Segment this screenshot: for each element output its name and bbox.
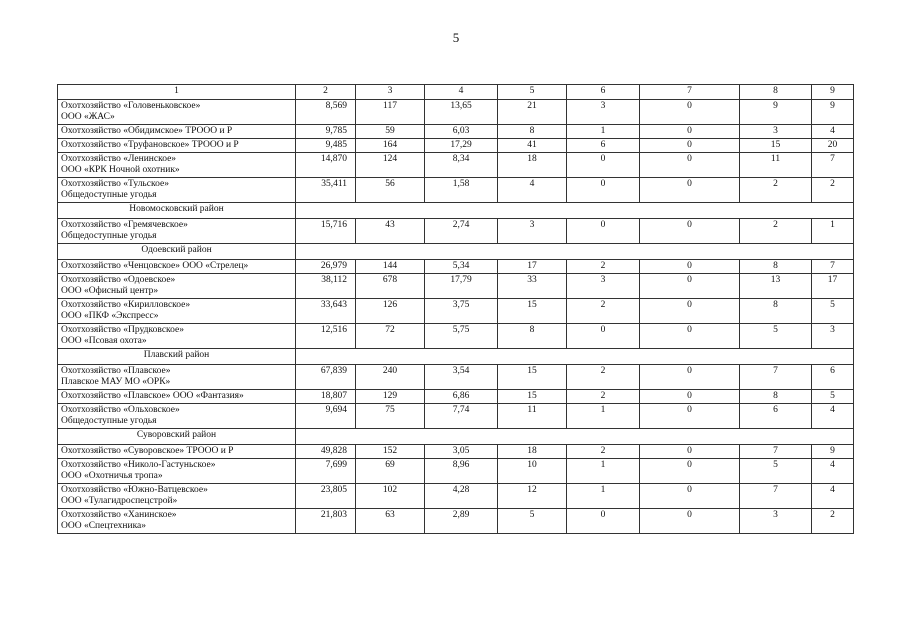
cell-col-4: 4,28	[425, 484, 498, 509]
region-filler	[296, 244, 854, 260]
column-header: 3	[356, 85, 425, 100]
name-line: Общедоступные угодья	[61, 190, 157, 200]
cell-col-6: 1	[567, 484, 640, 509]
cell-col-2: 67,839	[296, 365, 356, 390]
cell-col-6: 1	[567, 125, 640, 139]
hunting-ground-name	[58, 365, 296, 390]
table-row	[58, 324, 854, 349]
cell-col-5: 15	[498, 390, 567, 404]
column-header: 4	[425, 85, 498, 100]
cell-col-3: 164	[356, 139, 425, 153]
region-filler	[296, 349, 854, 365]
cell-col-4: 17,29	[425, 139, 498, 153]
cell-col-3: 69	[356, 459, 425, 484]
cell-col-7: 0	[640, 365, 740, 390]
cell-col-9: 20	[812, 139, 854, 153]
cell-col-2: 14,870	[296, 153, 356, 178]
region-name: Новомосковский район	[58, 203, 296, 219]
cell-col-6: 0	[567, 219, 640, 244]
table-row	[58, 404, 854, 429]
cell-col-2: 8,569	[296, 100, 356, 125]
cell-col-7: 0	[640, 219, 740, 244]
cell-col-8: 7	[740, 484, 812, 509]
name-line: Охотхозяйство «Прудковское»	[61, 325, 184, 335]
cell-col-6: 2	[567, 445, 640, 459]
table-row	[58, 299, 854, 324]
name-line: ООО «Спецтехника»	[61, 521, 147, 531]
cell-col-7: 0	[640, 404, 740, 429]
hunting-ground-name	[58, 260, 296, 274]
name-line: Охотхозяйство «Ханинское»	[61, 510, 177, 520]
cell-col-6: 3	[567, 100, 640, 125]
name-line: Охотхозяйство «Южно-Ватцевское»	[61, 485, 208, 495]
cell-col-4: 6,03	[425, 125, 498, 139]
cell-col-2: 21,803	[296, 509, 356, 534]
header-row	[58, 85, 854, 100]
table-row	[58, 365, 854, 390]
region-name: Суворовский район	[58, 429, 296, 445]
hunting-ground-name	[58, 125, 296, 139]
cell-col-3: 75	[356, 404, 425, 429]
cell-col-9: 6	[812, 365, 854, 390]
cell-col-6: 1	[567, 459, 640, 484]
cell-col-6: 6	[567, 139, 640, 153]
cell-col-9: 2	[812, 509, 854, 534]
cell-col-7: 0	[640, 260, 740, 274]
hunting-ground-name	[58, 404, 296, 429]
cell-col-5: 5	[498, 509, 567, 534]
cell-col-6: 2	[567, 299, 640, 324]
cell-col-9: 3	[812, 324, 854, 349]
cell-col-7: 0	[640, 459, 740, 484]
cell-col-5: 8	[498, 324, 567, 349]
name-line: Охотхозяйство «Плавское» ООО «Фантазия»	[61, 391, 244, 401]
cell-col-5: 12	[498, 484, 567, 509]
hunting-ground-name	[58, 178, 296, 203]
cell-col-5: 15	[498, 365, 567, 390]
cell-col-4: 5,34	[425, 260, 498, 274]
cell-col-7: 0	[640, 178, 740, 203]
table-row	[58, 260, 854, 274]
cell-col-4: 8,96	[425, 459, 498, 484]
hunting-ground-name	[58, 299, 296, 324]
cell-col-8: 9	[740, 100, 812, 125]
cell-col-2: 12,516	[296, 324, 356, 349]
cell-col-9: 7	[812, 153, 854, 178]
cell-col-9: 9	[812, 445, 854, 459]
cell-col-7: 0	[640, 324, 740, 349]
hunting-ground-name	[58, 509, 296, 534]
region-filler	[296, 429, 854, 445]
cell-col-9: 5	[812, 390, 854, 404]
region-row	[58, 244, 854, 260]
cell-col-3: 102	[356, 484, 425, 509]
cell-col-4: 2,89	[425, 509, 498, 534]
cell-col-5: 18	[498, 445, 567, 459]
cell-col-3: 124	[356, 153, 425, 178]
cell-col-4: 3,05	[425, 445, 498, 459]
name-line: Плавское МАУ МО «ОРК»	[61, 377, 171, 387]
cell-col-6: 2	[567, 260, 640, 274]
cell-col-8: 8	[740, 299, 812, 324]
cell-col-8: 8	[740, 390, 812, 404]
table-row	[58, 125, 854, 139]
region-name: Плавский район	[58, 349, 296, 365]
hunting-grounds-table	[57, 84, 854, 534]
cell-col-7: 0	[640, 509, 740, 534]
cell-col-4: 13,65	[425, 100, 498, 125]
cell-col-9: 9	[812, 100, 854, 125]
name-line: ООО «ЖАС»	[61, 112, 115, 122]
cell-col-8: 11	[740, 153, 812, 178]
cell-col-6: 0	[567, 509, 640, 534]
cell-col-4: 3,54	[425, 365, 498, 390]
cell-col-2: 33,643	[296, 299, 356, 324]
cell-col-5: 10	[498, 459, 567, 484]
table-row	[58, 274, 854, 299]
cell-col-8: 2	[740, 219, 812, 244]
cell-col-4: 8,34	[425, 153, 498, 178]
cell-col-8: 15	[740, 139, 812, 153]
cell-col-2: 18,807	[296, 390, 356, 404]
cell-col-6: 0	[567, 178, 640, 203]
hunting-ground-name	[58, 219, 296, 244]
cell-col-5: 21	[498, 100, 567, 125]
cell-col-7: 0	[640, 125, 740, 139]
name-line: Охотхозяйство «Обидимское» ТРООО и Р	[61, 126, 233, 136]
cell-col-7: 0	[640, 139, 740, 153]
table-row	[58, 390, 854, 404]
name-line: ООО «Псовая охота»	[61, 336, 147, 346]
cell-col-8: 7	[740, 365, 812, 390]
cell-col-2: 9,785	[296, 125, 356, 139]
name-line: Охотхозяйство «Ченцовское» ООО «Стрелец»	[61, 261, 249, 271]
cell-col-9: 4	[812, 125, 854, 139]
page-number: 5	[452, 30, 460, 45]
cell-col-7: 0	[640, 445, 740, 459]
name-line: Охотхозяйство «Труфановское» ТРООО и Р	[61, 140, 239, 150]
cell-col-3: 152	[356, 445, 425, 459]
cell-col-2: 9,694	[296, 404, 356, 429]
table-row	[58, 459, 854, 484]
cell-col-9: 17	[812, 274, 854, 299]
table-row	[58, 509, 854, 534]
cell-col-9: 4	[812, 404, 854, 429]
cell-col-7: 0	[640, 153, 740, 178]
name-line: Охотхозяйство «Головеньковское»	[61, 101, 201, 111]
cell-col-2: 26,979	[296, 260, 356, 274]
column-header: 8	[740, 85, 812, 100]
cell-col-8: 5	[740, 459, 812, 484]
name-line: ООО «Офисный центр»	[61, 286, 159, 296]
cell-col-6: 2	[567, 390, 640, 404]
cell-col-9: 4	[812, 459, 854, 484]
table-row	[58, 139, 854, 153]
cell-col-4: 1,58	[425, 178, 498, 203]
name-line: Охотхозяйство «Ольховское»	[61, 405, 180, 415]
cell-col-6: 3	[567, 274, 640, 299]
hunting-ground-name	[58, 139, 296, 153]
cell-col-3: 240	[356, 365, 425, 390]
name-line: ООО «ПКФ «Экспресс»	[61, 311, 159, 321]
column-header: 6	[567, 85, 640, 100]
cell-col-5: 15	[498, 299, 567, 324]
name-line: ООО «Охотничья тропа»	[61, 471, 163, 481]
cell-col-3: 117	[356, 100, 425, 125]
cell-col-5: 18	[498, 153, 567, 178]
cell-col-6: 0	[567, 324, 640, 349]
cell-col-2: 38,112	[296, 274, 356, 299]
hunting-ground-name	[58, 390, 296, 404]
cell-col-5: 33	[498, 274, 567, 299]
table-row	[58, 100, 854, 125]
cell-col-2: 15,716	[296, 219, 356, 244]
cell-col-4: 17,79	[425, 274, 498, 299]
name-line: Охотхозяйство «Гремячевское»	[61, 220, 188, 230]
hunting-ground-name	[58, 274, 296, 299]
cell-col-2: 7,699	[296, 459, 356, 484]
hunting-ground-name	[58, 324, 296, 349]
region-name: Одоевский район	[58, 244, 296, 260]
cell-col-5: 17	[498, 260, 567, 274]
cell-col-8: 5	[740, 324, 812, 349]
cell-col-8: 8	[740, 260, 812, 274]
region-row	[58, 203, 854, 219]
cell-col-5: 3	[498, 219, 567, 244]
table-row	[58, 178, 854, 203]
column-header: 1	[58, 85, 296, 100]
name-line: Охотхозяйство «Кирилловское»	[61, 300, 191, 310]
cell-col-2: 9,485	[296, 139, 356, 153]
cell-col-9: 7	[812, 260, 854, 274]
cell-col-5: 8	[498, 125, 567, 139]
cell-col-3: 72	[356, 324, 425, 349]
cell-col-7: 0	[640, 100, 740, 125]
name-line: Общедоступные угодья	[61, 416, 157, 426]
column-header: 5	[498, 85, 567, 100]
cell-col-3: 144	[356, 260, 425, 274]
cell-col-6: 1	[567, 404, 640, 429]
cell-col-8: 2	[740, 178, 812, 203]
cell-col-2: 35,411	[296, 178, 356, 203]
column-header: 7	[640, 85, 740, 100]
table-row	[58, 153, 854, 178]
cell-col-8: 6	[740, 404, 812, 429]
cell-col-8: 7	[740, 445, 812, 459]
name-line: ООО «Тулагидроспецстрой»	[61, 496, 178, 506]
hunting-ground-name	[58, 445, 296, 459]
cell-col-8: 3	[740, 125, 812, 139]
cell-col-9: 2	[812, 178, 854, 203]
cell-col-3: 56	[356, 178, 425, 203]
name-line: Охотхозяйство «Николо-Гастуньское»	[61, 460, 216, 470]
cell-col-7: 0	[640, 484, 740, 509]
table-row	[58, 445, 854, 459]
name-line: Охотхозяйство «Ленинское»	[61, 154, 177, 164]
cell-col-9: 5	[812, 299, 854, 324]
cell-col-3: 59	[356, 125, 425, 139]
cell-col-3: 129	[356, 390, 425, 404]
cell-col-4: 3,75	[425, 299, 498, 324]
cell-col-3: 126	[356, 299, 425, 324]
name-line: Охотхозяйство «Плавское»	[61, 366, 171, 376]
cell-col-9: 1	[812, 219, 854, 244]
cell-col-8: 13	[740, 274, 812, 299]
region-filler	[296, 203, 854, 219]
cell-col-5: 4	[498, 178, 567, 203]
cell-col-5: 11	[498, 404, 567, 429]
cell-col-4: 5,75	[425, 324, 498, 349]
cell-col-4: 2,74	[425, 219, 498, 244]
cell-col-4: 6,86	[425, 390, 498, 404]
name-line: ООО «КРК Ночной охотник»	[61, 165, 180, 175]
hunting-ground-name	[58, 459, 296, 484]
hunting-ground-name	[58, 100, 296, 125]
cell-col-2: 23,805	[296, 484, 356, 509]
column-header: 9	[812, 85, 854, 100]
cell-col-5: 41	[498, 139, 567, 153]
cell-col-8: 3	[740, 509, 812, 534]
column-header: 2	[296, 85, 356, 100]
cell-col-6: 0	[567, 153, 640, 178]
cell-col-3: 63	[356, 509, 425, 534]
cell-col-3: 678	[356, 274, 425, 299]
table-row	[58, 219, 854, 244]
cell-col-4: 7,74	[425, 404, 498, 429]
region-row	[58, 429, 854, 445]
cell-col-6: 2	[567, 365, 640, 390]
cell-col-2: 49,828	[296, 445, 356, 459]
name-line: Охотхозяйство «Одоевское»	[61, 275, 176, 285]
name-line: Охотхозяйство «Суворовское» ТРООО и Р	[61, 446, 234, 456]
hunting-ground-name	[58, 484, 296, 509]
cell-col-7: 0	[640, 390, 740, 404]
table-row	[58, 484, 854, 509]
cell-col-7: 0	[640, 299, 740, 324]
cell-col-3: 43	[356, 219, 425, 244]
name-line: Общедоступные угодья	[61, 231, 157, 241]
cell-col-7: 0	[640, 274, 740, 299]
name-line: Охотхозяйство «Тульское»	[61, 179, 169, 189]
region-row	[58, 349, 854, 365]
cell-col-9: 4	[812, 484, 854, 509]
hunting-ground-name	[58, 153, 296, 178]
